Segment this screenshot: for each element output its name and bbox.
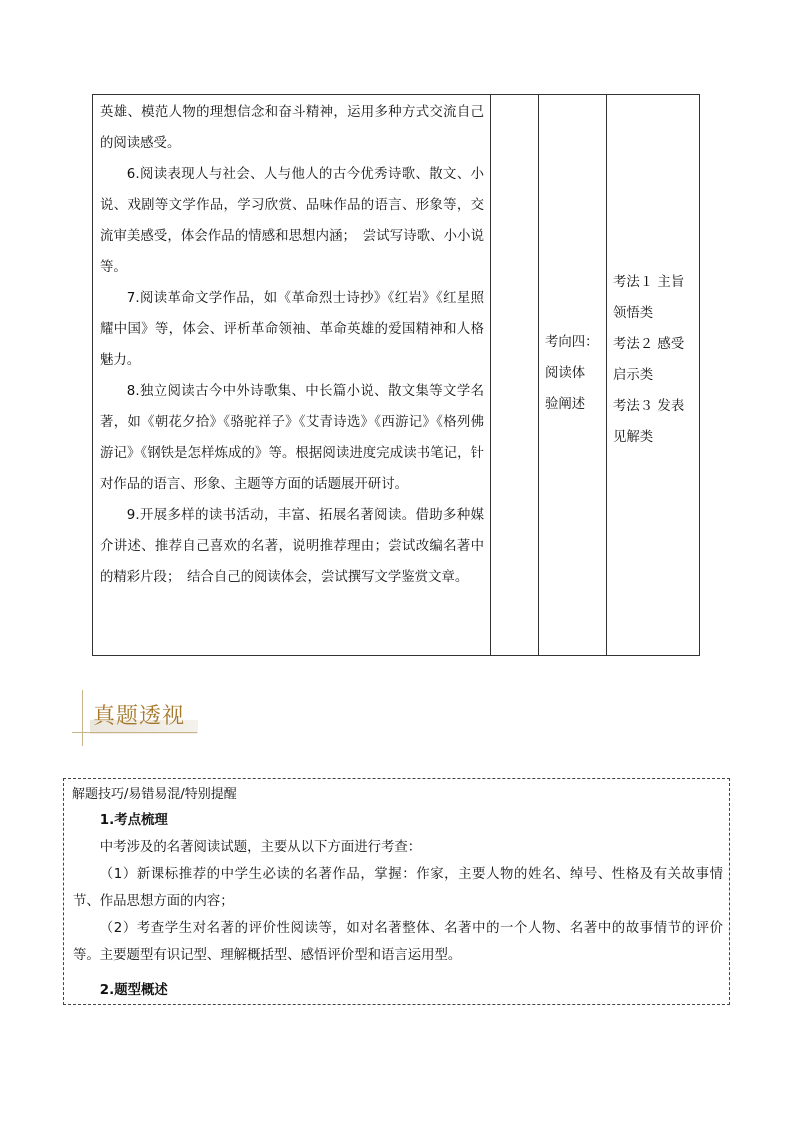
tips-box [63,778,730,1005]
tips-paragraph: （1）新课标推荐的中学生必读的名著作品，掌握：作家，主要人物的姓名、绰号、性格及有关故事情节、作品思想方面的内容； [73,867,723,909]
subheading-question-types: 2.题型概述 [99,983,168,998]
exam-method-line: 考法３ 发表 [613,399,685,414]
table-column-divider [490,95,491,655]
standards-table [92,94,700,656]
heading-decoration-vertical [82,690,83,746]
exam-method-line: 见解类 [613,430,654,445]
curriculum-standards-cell [100,97,484,593]
tips-paragraph: 中考涉及的名著阅读试题，主要从以下方面进行考查： [99,840,422,855]
subheading-key-points: 1.考点梳理 [99,813,168,828]
tips-box-body [73,807,723,1004]
heading-decoration-horizontal [72,732,197,733]
exam-method-line: 领悟类 [613,306,654,321]
exam-method-line: 考法２ 感受 [613,337,685,352]
table-column-divider [606,95,607,655]
section-heading [72,690,202,750]
tips-box-header: 解题技巧/易错易混/特别提醒 [72,787,237,802]
section-title: 真题透视 [93,704,186,729]
standard-paragraph: 英雄、模范人物的理想信念和奋斗精神，运用多种方式交流自己的阅读感受。 [100,105,484,151]
exam-method-cell [613,267,693,453]
exam-direction-line: 考向四： [545,335,599,350]
standard-paragraph: 7.阅读革命文学作品，如《革命烈士诗抄》《红岩》《红星照耀中国》等，体会、评析革命领袖、革命英雄的爱国精神和人格魅力。 [100,291,484,368]
exam-method-line: 启示类 [613,368,654,383]
exam-direction-cell [545,327,597,420]
standard-paragraph: 9.开展多样的读书活动，丰富、拓展名著阅读。借助多种媒介讲述、推荐自己喜欢的名著，说明推荐理由；尝试改编名著中的精彩片段； 结合自己的阅读体会，尝试撰写文学鉴赏文章。 [100,508,484,585]
standard-paragraph: 6.阅读表现人与社会、人与他人的古今优秀诗歌、散文、小说、戏剧等文学作品，学习欣赏、品味作品的语言、形象等，交流审美感受，体会作品的情感和思想内涵； 尝试写诗歌、小小说等。 [100,167,484,275]
exam-direction-line: 阅读体 [545,366,586,381]
exam-direction-line: 验阐述 [545,397,586,412]
table-column-divider [538,95,539,655]
standard-paragraph: 8.独立阅读古今中外诗歌集、中长篇小说、散文集等文学名著，如《朝花夕拾》《骆驼祥子》《艾青诗选》《西游记》《格列佛游记》《钢铁是怎样炼成的》等。根据阅读进度完成读书笔记，针对作品的语言、形象、主题等方面的话题展开研讨。 [100,384,484,492]
exam-method-line: 考法１ 主旨 [613,275,685,290]
tips-paragraph: （2）考查学生对名著的评价性阅读等，如对名著整体、名著中的一个人物、名著中的故事情节的评价等。主要题型有识记型、理解概括型、感悟评价型和语言运用型。 [73,921,723,963]
